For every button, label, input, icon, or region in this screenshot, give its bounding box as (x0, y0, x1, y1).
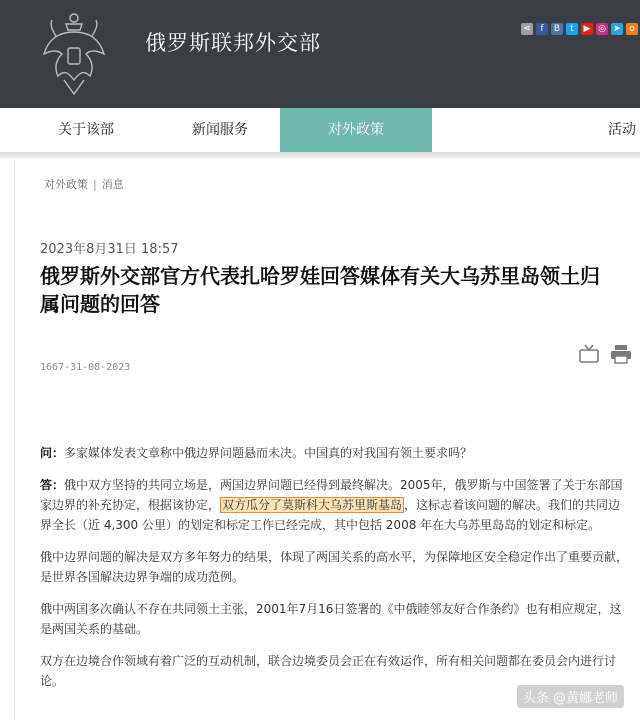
watermark: 头条 @黄娜老师 (517, 685, 624, 708)
body-paragraph: 双方在边境合作领域有着广泛的互动机制，联合边境委员会正在有效运作，所有相关问题都在委员会内进行讨论。 (40, 654, 617, 688)
site-title[interactable]: 俄罗斯联邦外交部 (145, 31, 321, 55)
breadcrumb-separator: | (93, 178, 97, 191)
nav-divider (0, 152, 640, 158)
twitter-icon[interactable]: t (566, 23, 578, 35)
nav-item[interactable]: 关于该部 (58, 122, 114, 138)
article-title: 俄罗斯外交部官方代表扎哈罗娃回答媒体有关大乌苏里岛领土归属问题的回答 (40, 264, 600, 316)
document-number: 1667-31-08-2023 (40, 362, 131, 373)
body-paragraph: 俄中两国多次确认不存在共同领土主张，2001年7月16日签署的《中俄睦邻友好合作条约》也有相应规定，这是两国关系的基础。 (40, 602, 622, 636)
article-date: 2023年8月31日 18:57 (40, 242, 179, 257)
article-tools (578, 344, 632, 364)
instagram-icon[interactable]: ◎ (596, 23, 608, 35)
main-nav (0, 108, 640, 152)
nav-item[interactable]: 活动 (608, 122, 636, 138)
youtube-icon[interactable]: ▶ (581, 23, 593, 35)
russian-coat-of-arms-icon[interactable] (38, 10, 110, 96)
question-text: 多家媒体发表文章称中俄边界问题悬而未决。中国真的对我国有领土要求吗？ (64, 446, 473, 460)
highlighted-text: 双方瓜分了莫斯科大乌苏里斯基岛 (222, 498, 403, 512)
question-paragraph (40, 443, 632, 463)
vk-icon[interactable]: B (551, 23, 563, 35)
article-body (40, 443, 632, 703)
tv-icon[interactable] (578, 344, 600, 364)
social-links (521, 23, 638, 35)
nav-item[interactable]: 新闻服务 (192, 122, 248, 138)
answer-label: 答： (40, 478, 65, 492)
telegram-icon[interactable]: ➤ (611, 23, 623, 35)
breadcrumb-item[interactable]: 对外政策 (44, 178, 88, 191)
answer-text-continued: ，这标志着该问题的解决。我们的共同边界全长（近 4,300 公里）的划定和标定工作已经完成，其中包括 2008 年在大乌苏里岛岛的划定和标定。 (40, 498, 621, 532)
ok-icon[interactable]: o (626, 23, 638, 35)
question-label: 问： (40, 446, 65, 460)
print-icon[interactable] (610, 344, 632, 364)
breadcrumb (44, 176, 124, 192)
site-header (0, 0, 640, 108)
answer-paragraph (40, 475, 632, 535)
share-icon[interactable]: ⋖ (521, 23, 533, 35)
facebook-icon[interactable]: f (536, 23, 548, 35)
answer-text: 俄中双方坚持的共同立场是，两国边界问题已经得到最终解决。2005年，俄罗斯与中国签署了关于东部国家边界的补充协定，根据该协定， (40, 478, 623, 512)
body-paragraph: 俄中边界问题的解决是双方多年努力的结果，体现了两国关系的高水平，为保障地区安全稳定作出了重要贡献，是世界各国解决边界争端的成功范例。 (40, 550, 629, 584)
nav-item[interactable]: 对外政策 (280, 108, 432, 152)
breadcrumb-item[interactable]: 消息 (101, 178, 124, 191)
